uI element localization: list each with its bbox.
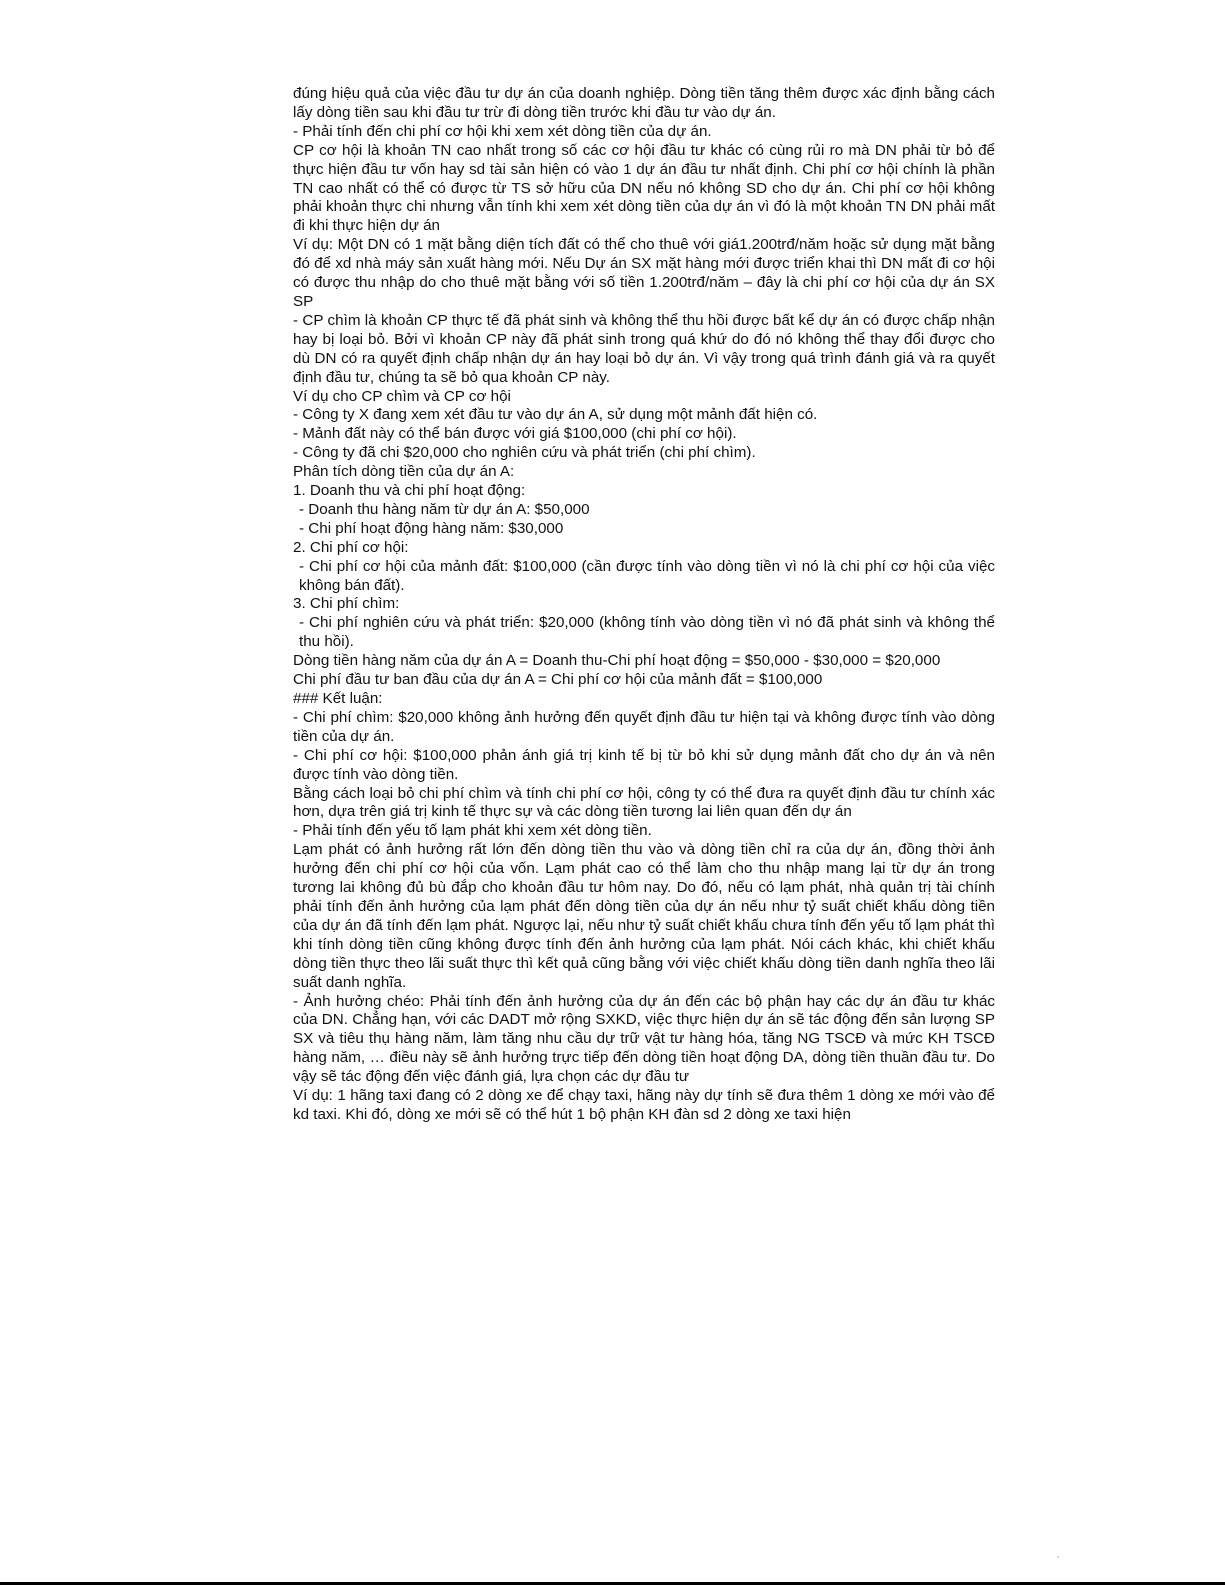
paragraph: 1. Doanh thu và chi phí hoạt động: (293, 482, 526, 500)
paragraph: - CP chìm là khoản CP thực tế đã phát sinh và không thể thu hồi được bất kể dự án có được chấp nhận hay bị loại bỏ. Bởi vì khoản CP này đã phát sinh trong quá khứ do đó nó không thể thay đổi được cho dù DN có ra quyết định chấp nhận dự án hay loại bỏ dự án. Vì vậy trong quá trình đánh giá và ra quyết định đầu tư, chúng ta sẽ bỏ qua khoản CP này. (293, 311, 995, 386)
paragraph: - Chi phí chìm: $20,000 không ảnh hưởng đến quyết định đầu tư hiện tại và không được tính vào dòng tiền của dự án. (293, 708, 995, 745)
paragraph: Lạm phát có ảnh hưởng rất lớn đến dòng tiền thu vào và dòng tiền chỉ ra của dự án, đồng thời ảnh hưởng đến chi phí cơ hội của vốn. Lạm phát cao có thể làm cho thu nhập mang lại từ dự án trong tương lai không đủ bù đắp cho khoản đầu tư hôm nay. Do đó, nếu có lạm phát, nhà quản trị tài chính phải tính đến ảnh hưởng của lạm phát đến dòng tiền của dự án nếu như tỷ suất chiết khấu dòng tiền của dự án đã tính đến lạm phát. Ngược lại, nếu như tỷ suất chiết khấu chưa tính đến yếu tố lạm phát thì khi tính dòng tiền cũng không được tính đến ảnh hưởng của lạm phát. Nói cách khác, khi chiết khấu dòng tiền thực theo lãi suất thực thì kết quả cũng bằng với việc chiết khấu dòng tiền danh nghĩa theo lãi suất danh nghĩa. (293, 841, 995, 991)
paragraph: - Ảnh hưởng chéo: Phải tính đến ảnh hưởng của dự án đến các bộ phận hay các dự án đầu tư khác của DN. Chẳng hạn, với các DADT mở rộng SXKD, việc thực hiện dự án sẽ tác động đến sản lượng SP SX và tiêu thụ hàng năm, làm tăng nhu cầu dự trữ vật tư hàng hóa, tăng NG TSCĐ và mức KH TSCĐ hàng năm, … điều này sẽ ảnh hưởng trực tiếp đến dòng tiền hoạt động DA, dòng tiền thuần đầu tư. Do vậy sẽ tác động đến việc đánh giá, lựa chọn các dự đầu tư (293, 992, 995, 1086)
paragraph: CP cơ hội là khoản TN cao nhất trong số các cơ hội đầu tư khác có cùng rủi ro mà DN phải từ bỏ để thực hiện đầu tư vốn hay sd tài sản hiện có vào 1 dự án đầu tư nhất định. Chi phí cơ hội chính là phần TN cao nhất có thể có được từ TS sở hữu của DN nếu nó không SD cho dự án. Chi phí cơ hội không phải khoản thực chi nhưng vẫn tính khi xem xét dòng tiền của dự án vì đó là một khoản TN DN phải mất đi khi thực hiện dự án (293, 141, 995, 235)
paragraph: Ví dụ: 1 hãng taxi đang có 2 dòng xe để chạy taxi, hãng này dự tính sẽ đưa thêm 1 dòng xe mới vào để kd taxi. Khi đó, dòng xe mới sẽ có thể hút 1 bộ phận KH đàn sd 2 dòng xe taxi hiện (293, 1087, 995, 1123)
scan-speck (1057, 1556, 1059, 1558)
paragraph: Ví dụ cho CP chìm và CP cơ hội (293, 387, 511, 405)
paragraph: Bằng cách loại bỏ chi phí chìm và tính chi phí cơ hội, công ty có thể đưa ra quyết định đầu tư chính xác hơn, dựa trên giá trị kinh tế thực sự và các dòng tiền tương lai liên quan đến dự án (293, 784, 995, 821)
paragraph: Phân tích dòng tiền của dự án A: (293, 463, 515, 481)
paragraph: - Chi phí cơ hội của mảnh đất: $100,000 (cần được tính vào dòng tiền vì nó là chi phí cơ hội của việc không bán đất). (299, 557, 995, 594)
paragraph: ### Kết luận: (293, 690, 383, 707)
paragraph: đúng hiệu quả của việc đầu tư dự án của doanh nghiệp. Dòng tiền tăng thêm được xác định bằng cách lấy dòng tiền sau khi đầu tư trừ đi dòng tiền trước khi đầu tư vào dự án. (293, 85, 995, 121)
paragraph: Ví dụ: Một DN có 1 mặt bằng diện tích đất có thể cho thuê với giá1.200trđ/năm hoặc sử dụng mặt bằng đó để xd nhà máy sản xuất hàng mới. Nếu Dự án SX mặt hàng mới được triển khai thì DN mất đi cơ hội có được thu nhập do cho thuê mặt bằng với số tiền 1.200trđ/năm – đây là chi phí cơ hội của dự án SX SP (293, 236, 995, 310)
paragraph: - Chi phí nghiên cứu và phát triển: $20,000 (không tính vào dòng tiền vì nó đã phát sinh và không thể thu hồi). (299, 614, 995, 651)
paragraph: 3. Chi phí chìm: (293, 595, 400, 613)
paragraph: 2. Chi phí cơ hội: (293, 538, 409, 556)
paragraph: Dòng tiền hàng năm của dự án A = Doanh thu-Chi phí hoạt động = $50,000 - $30,000 = $20,000 (293, 652, 941, 670)
paragraph: - Doanh thu hàng năm từ dự án A: $50,000 (299, 500, 590, 518)
paragraph: - Công ty X đang xem xét đầu tư vào dự án A, sử dụng một mảnh đất hiện có. (293, 406, 818, 424)
paragraph: - Chi phí hoạt động hàng năm: $30,000 (299, 519, 564, 537)
paragraph: Chi phí đầu tư ban đầu của dự án A = Chi phí cơ hội của mảnh đất = $100,000 (293, 671, 823, 689)
paragraph: - Phải tính đến chi phí cơ hội khi xem xét dòng tiền của dự án. (293, 122, 712, 140)
paragraph: - Phải tính đến yếu tố lạm phát khi xem xét dòng tiền. (293, 822, 652, 840)
document-body (293, 85, 995, 1125)
paragraph: - Chi phí cơ hội: $100,000 phản ánh giá trị kinh tế bị từ bỏ khi sử dụng mảnh đất cho dự án và nên được tính vào dòng tiền. (293, 746, 995, 783)
paragraph: - Mảnh đất này có thể bán được với giá $100,000 (chi phí cơ hội). (293, 425, 737, 443)
paragraph: - Công ty đã chi $20,000 cho nghiên cứu và phát triển (chi phí chìm). (293, 444, 756, 462)
